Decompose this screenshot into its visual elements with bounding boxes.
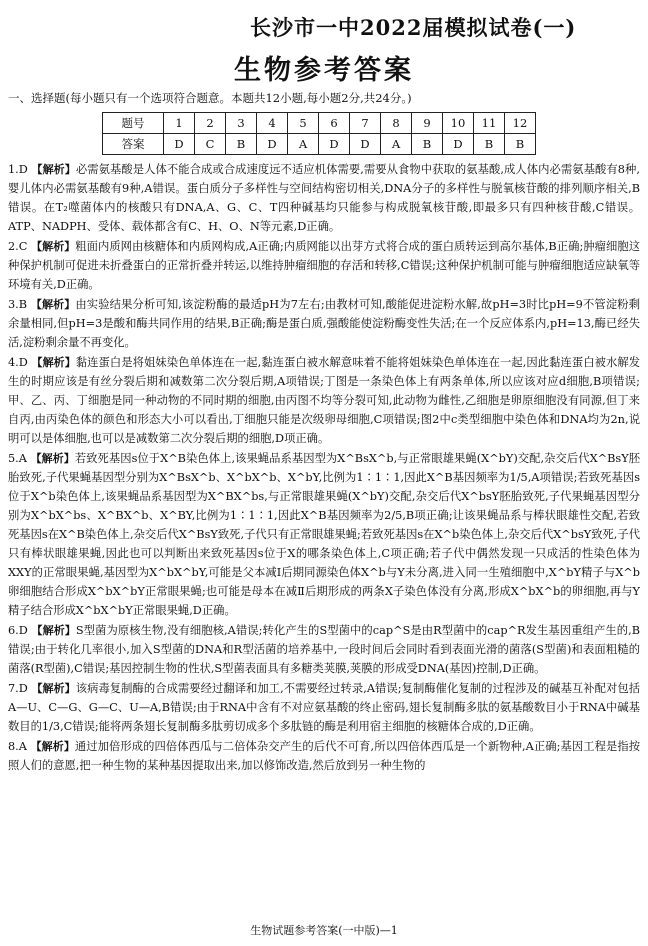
question-number: 12 xyxy=(505,113,536,134)
item-text: 若致死基因s位于X^B染色体上,该果蝇品系基因型为X^BsX^b,与正常眼雄果蝇(X^bY)交配,杂交后代X^BsY胚胎致死,子代果蝇基因型分别为X^BsX^b、X^bX^b、X^bY,比例为1∶1∶1,因此X^B基因频率为1/5,A项错误;若致死基因s位于X^b染色体上,该果蝇品系基因型为X^BX^bs,与正常眼雄果蝇(X^bY)交配,杂交后代X^bsY胚胎致死,子代果蝇基因型分别为X^bX^bs、X^BX^b、X^BY,比例为1∶1∶1,因此X^B基因频率为2/5,B项正确;让该果蝇品系与棒状眼雄性交配,若致死基因s在X^B染色体上,杂交后代X^BsY致死,子代只有正常眼雄果蝇;若致死基因s在X^b染色体上,杂交后代X^bsY致死,子代只有棒状眼雄果蝇,因此也可以判断出来致死基因s位于X的哪条染色体上,C项正确;若子代中偶然发现一只成活的性染色体为XXY的正常眼果蝇,基因型为X^bX^bY,可能是父本减Ⅰ后期同源染色体X^b与Y未分离,进入同一生殖细胞中,X^bY精子与X^b卵细胞结合形成X^bX^bY正常眼果蝇;也可能是母本在减Ⅱ后期形成的两条X子染色体没有分离,形成X^bX^b的卵细胞,再与Y精子结合形成X^bX^bY正常眼果蝇,D正确。 xyxy=(8,452,641,617)
answer-cell: A xyxy=(288,134,319,155)
item-number: 2.C xyxy=(8,240,28,253)
question-number: 7 xyxy=(350,113,381,134)
analysis-tag: 【解析】 xyxy=(31,682,76,695)
document-title: 生物参考答案 xyxy=(234,55,414,86)
question-number: 9 xyxy=(412,113,443,134)
question-number: 1 xyxy=(164,113,195,134)
question-number: 2 xyxy=(195,113,226,134)
analysis-tag: 【解析】 xyxy=(31,624,76,637)
item-number: 5.A xyxy=(8,452,27,465)
item-number: 3.B xyxy=(8,298,28,311)
analysis-tag: 【解析】 xyxy=(31,356,76,369)
answer-cell: D xyxy=(443,134,474,155)
analysis-tag: 【解析】 xyxy=(30,298,76,311)
explanation-item xyxy=(8,737,640,775)
analysis-tag: 【解析】 xyxy=(31,240,76,253)
explanation-item xyxy=(8,353,640,448)
answer-cell: D xyxy=(319,134,350,155)
item-number: 4.D xyxy=(8,356,28,369)
item-number: 7.D xyxy=(8,682,28,695)
exam-title: 长沙市一中2022届模拟试卷(一) xyxy=(250,15,577,40)
row-label-answer: 答案 xyxy=(103,134,164,155)
answer-cell: D xyxy=(257,134,288,155)
explanation-item xyxy=(8,621,640,678)
analysis-tag: 【解析】 xyxy=(30,452,75,465)
explanation-item xyxy=(8,295,640,352)
question-number: 4 xyxy=(257,113,288,134)
answer-cell: C xyxy=(195,134,226,155)
question-number: 11 xyxy=(474,113,505,134)
row-label-question: 题号 xyxy=(103,113,164,134)
item-number: 6.D xyxy=(8,624,28,637)
answer-cell: D xyxy=(350,134,381,155)
question-number: 6 xyxy=(319,113,350,134)
item-text: 由实验结果分析可知,该淀粉酶的最适pH为7左右;由教材可知,酸能促进淀粉水解,故pH=3时比pH=9不管淀粉剩余量相同,但pH=3是酸和酶共同作用的结果,B正确;酶是蛋白质,强酸能使淀粉酶变性失活;在一个反应体系内,pH=13,酶已经失活,淀粉剩余量不再变化。 xyxy=(8,298,641,349)
answer-cell: B xyxy=(412,134,443,155)
item-text: 黏连蛋白是将姐妹染色单体连在一起,黏连蛋白被水解意味着不能将姐妹染色单体连在一起,因此黏连蛋白被水解发生的时期应该是有丝分裂后期和减数第二次分裂后期,A项错误;丁图是一条染色体上有两条单体,所以应该对应d细胞,B项错误;甲、乙、丙、丁细胞是同一种动物的不同时期的细胞,由丙图不均等分裂可知,此动物为雌性,乙细胞是卵原细胞没有同源,但丁来自丙,由丙染色体的颜色和形态大小可以看出,丁细胞只能是次级卵母细胞,C项错误;图2中c类型细胞中染色体和DNA均为2n,说明可以是体细胞,也可以是减数第二次分裂后期的细胞,D项正确。 xyxy=(8,356,641,445)
question-number: 10 xyxy=(443,113,474,134)
explanation-item xyxy=(8,449,640,620)
page-footer: 生物试题参考答案(一中版)—1 xyxy=(250,924,398,937)
item-text: 必需氨基酸是人体不能合成或合成速度远不适应机体需要,需要从食物中获取的氨基酸,成人体内必需氨基酸有8种,婴儿体内必需氨基酸有9种,A错误。蛋白质分子多样性与空间结构密切相关,DNA分子的多样性与脱氧核苷酸的排列顺序相关,B错误。在T₂噬菌体内的核酸只有DNA,A、G、C、T四种碱基均只能参与构成脱氧核苷酸,即最多只有四种核苷酸,C错误。ATP、NADPH、受体、载体都含有C、H、O、N等元素,D正确。 xyxy=(8,163,640,233)
item-text: 通过加倍形成的四倍体西瓜与二倍体杂交产生的后代不可育,所以四倍体西瓜是一个新物种,A正确;基因工程是指按照人们的意愿,把一种生物的某种基因提取出来,加以修饰改造,然后放到另一种生物的 xyxy=(8,740,641,772)
item-text: 粗面内质网由核糖体和内质网构成,A正确;内质网能以出芽方式将合成的蛋白质转运到高尔基体,B正确;肿瘤细胞这种保护机制可促进未折叠蛋白的正常折叠并转运,以维持肿瘤细胞的存活和转移,C错误;这种保护机制可能与肿瘤细胞适应缺氧等环境有关,D正确。 xyxy=(8,240,641,291)
explanations xyxy=(8,160,640,776)
answer-cell: B xyxy=(226,134,257,155)
section-heading: 一、选择题(每小题只有一个选项符合题意。本题共12小题,每小题2分,共24分。) xyxy=(8,91,412,105)
item-number: 1.D xyxy=(8,163,28,176)
answer-cell: B xyxy=(474,134,505,155)
analysis-tag: 【解析】 xyxy=(31,163,76,176)
explanation-item xyxy=(8,237,640,294)
answer-table xyxy=(102,112,536,155)
item-text: S型菌为原核生物,没有细胞核,A错误;转化产生的S型菌中的cap^S是由R型菌中的cap^R发生基因重组产生的,B错误;由于转化几率很小,加入S型菌的DNA和R型活菌的培养基中,一段时间后会同时看到表面光滑的菌落(S型菌)和表面粗糙的菌落(R型菌),C错误;基因控制生物的性状,S型菌表面具有多糖类荚膜,荚膜的形成受DNA(基因)控制,D正确。 xyxy=(8,624,641,675)
question-number: 8 xyxy=(381,113,412,134)
item-text: 该病毒复制酶的合成需要经过翻译和加工,不需要经过转录,A错误;复制酶催化复制的过程涉及的碱基互补配对包括A—U、C—G、G—C、U—A,B错误;由于RNA中含有不对应氨基酸的终止密码,翅长复制酶多肽的氨基酸数目小于RNA中碱基数目的1/3,C错误;能将两条翅长复制酶多肽剪切成多个多肽链的酶是利用宿主细胞的核糖体合成的,D正确。 xyxy=(8,682,641,733)
answer-row xyxy=(103,134,536,155)
answer-cell: B xyxy=(505,134,536,155)
answer-cell: A xyxy=(381,134,412,155)
question-number-row xyxy=(103,113,536,134)
question-number: 5 xyxy=(288,113,319,134)
analysis-tag: 【解析】 xyxy=(30,740,75,753)
explanation-item xyxy=(8,679,640,736)
question-number: 3 xyxy=(226,113,257,134)
item-number: 8.A xyxy=(8,740,27,753)
explanation-item xyxy=(8,160,640,236)
answer-cell: D xyxy=(164,134,195,155)
